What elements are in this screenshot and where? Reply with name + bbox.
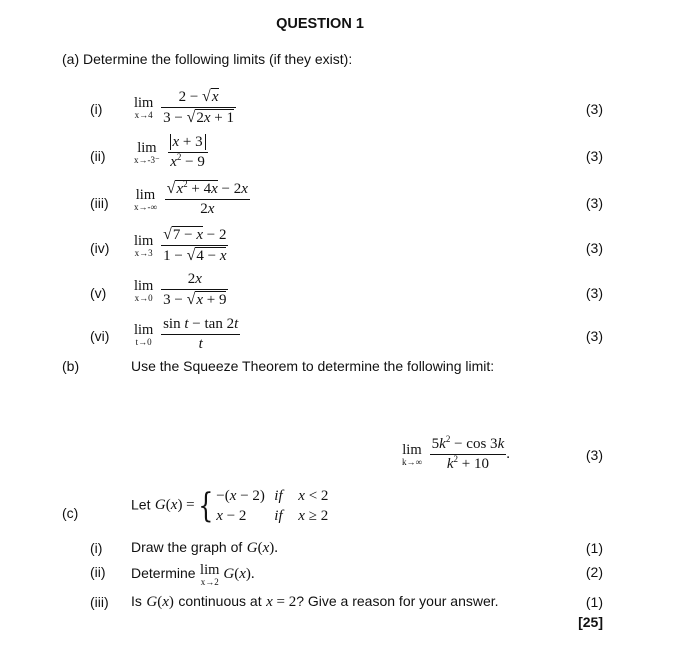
let-text: Let [131,496,151,513]
item-c-ii-label: (ii) [90,564,106,580]
item-a-ii-expression [134,134,208,171]
item-a-i-label: (i) [90,101,103,117]
item-a-iv-marks: (3) [585,240,603,256]
item-a-v-expression [134,271,228,309]
part-b-marks: (3) [585,447,603,463]
item-c-i-label: (i) [90,540,103,556]
item-a-iv-label: (iv) [90,240,110,256]
total-marks: [25] [578,614,603,630]
item-a-v-marks: (3) [585,285,603,301]
limit-operator: lim x→-3⁻ [134,139,160,165]
item-a-i-marks: (3) [585,101,603,117]
fraction: $\frac{√7 - x - 2}{1 - √4 - x}$ [163,226,227,264]
item-c-ii-marks: (2) [585,564,603,580]
item-c-i-text: Draw the graph of G(x). [131,539,279,556]
limit-operator: lim x→0 [134,277,154,303]
item-a-v-label: (v) [90,285,107,301]
item-a-vi-marks: (3) [585,328,603,344]
item-c-iii-marks: (1) [585,594,603,610]
part-a-instruction: Determine the following limits (if they exist): [83,51,353,67]
item-a-vi-label: (vi) [90,328,110,344]
item-a-i-expression [134,88,236,127]
item-a-iii-marks: (3) [585,195,603,211]
fraction: $\frac{x + 3}{x^2 - 9}$ [168,134,208,171]
part-c-definition [131,486,328,526]
limit-operator: lim x→2 [200,562,220,587]
limit-operator: lim t→0 [134,322,154,347]
question-title: QUESTION 1 [276,16,364,32]
item-c-i-marks: (1) [585,540,603,556]
item-c-ii-text: Determine lim x→2 G(x). [131,562,255,587]
limit-operator: lim x→-∞ [134,186,157,212]
item-a-iv-expression [134,226,228,265]
item-a-iii-expression [134,180,250,218]
item-a-iii-label: (iii) [90,195,109,211]
limit-operator: lim x→3 [134,233,154,258]
fraction: $\frac{2x}{3 - √x + 9}$ [163,271,227,308]
part-c-label: (c) [62,505,79,521]
fraction: $\frac{5k^2 - \cos 3k}{k^2 + 10}$ [431,434,505,472]
item-a-ii-marks: (3) [585,148,603,164]
part-b-expression: lim k→∞ $\frac{5k^2 - \cos 3k}{k^2 + 10}$ . [402,434,510,472]
limit-operator: lim x→4 [134,95,154,120]
piecewise-function: G(x) ={ −(x − 2) if x < 2 x − 2 if x ≥ 2 [154,486,329,526]
part-a-header [62,51,352,67]
item-c-iii-text: Is G(x) continuous at x = 2? Give a reason for your answer. [131,593,499,610]
item-c-iii-label: (iii) [90,594,109,610]
fraction: $\frac{\text{sin t − tan 2t}}{t}$ [163,316,239,352]
item-a-ii-label: (ii) [90,148,106,164]
part-a-label: (a) [62,51,80,67]
fraction: $\frac{√x^2 + 4x - 2x}{2x}$ [166,179,248,217]
item-a-vi-expression [134,316,240,353]
part-b-label: (b) [62,358,80,374]
part-b-instruction: Use the Squeeze Theorem to determine the following limit: [131,358,495,374]
limit-operator: lim k→∞ [402,442,422,467]
fraction: $\frac{2 - √x}{3 - √2x + 1}$ [163,88,234,126]
